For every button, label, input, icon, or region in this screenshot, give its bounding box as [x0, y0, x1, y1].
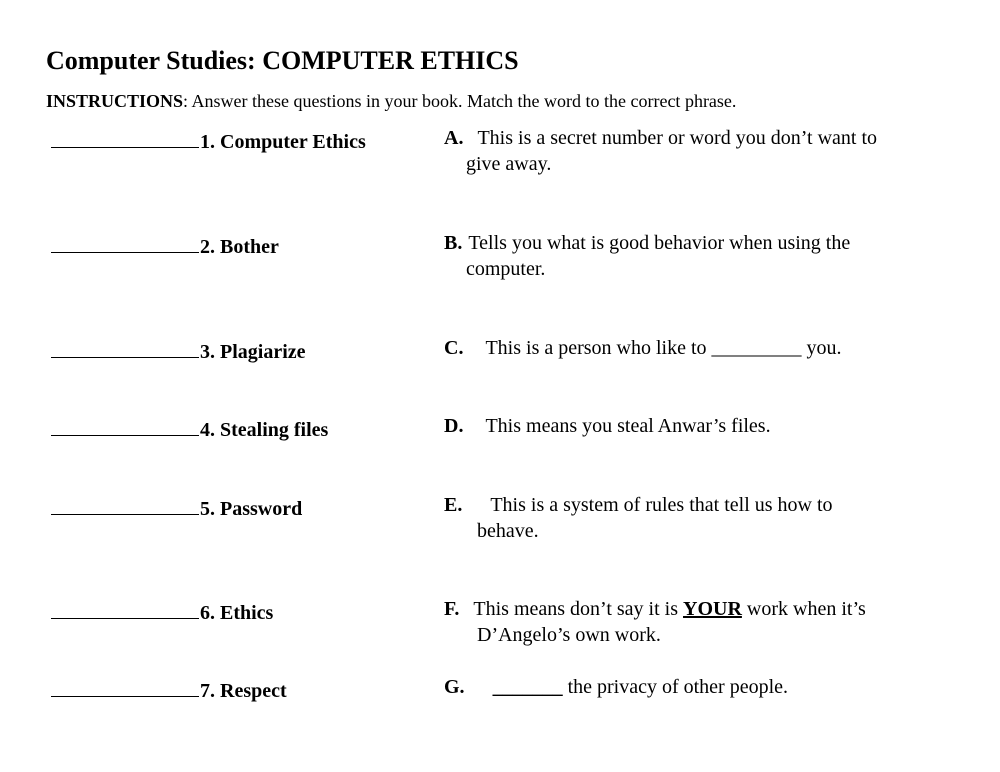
answer-text-end: work when it’s [746, 598, 866, 620]
answer-text-cont: computer. [466, 258, 546, 280]
answer-blank-2[interactable] [51, 231, 199, 253]
answer-text: This is a person who like to [485, 337, 707, 359]
question-label: 4. Stealing files [200, 419, 329, 441]
question-1 [51, 126, 366, 154]
answer-blank-7[interactable] [51, 675, 199, 697]
answer-text: This is a system of rules that tell us how to [490, 494, 833, 516]
answer-e [444, 492, 833, 544]
answer-blank-4[interactable] [51, 414, 199, 436]
question-2 [51, 231, 279, 259]
answer-letter: D. [444, 415, 464, 437]
question-5 [51, 493, 302, 521]
question-label: 3. Plagiarize [200, 341, 306, 363]
page-title: Computer Studies: COMPUTER ETHICS [46, 46, 519, 75]
question-3 [51, 336, 306, 364]
emphasis-your: YOUR [683, 598, 742, 620]
question-label: 2. Bother [200, 236, 279, 258]
answer-text: This means don’t say it is [473, 598, 679, 620]
answer-text: Tells you what is good behavior when using the [468, 232, 851, 254]
answer-blank-1[interactable] [51, 126, 199, 148]
answer-text-cont: D’Angelo’s own work. [477, 624, 661, 646]
answer-letter: G. [444, 676, 465, 698]
answer-letter: F. [444, 598, 460, 620]
instructions-text: : Answer these questions in your book. Match the word to the correct phrase. [183, 91, 737, 111]
answer-c [444, 335, 842, 361]
answer-g [444, 674, 788, 700]
instructions [46, 91, 736, 112]
answer-b [444, 230, 850, 282]
question-6 [51, 597, 273, 625]
question-label: 6. Ethics [200, 602, 274, 624]
answer-text: This means you steal Anwar’s files. [485, 415, 771, 437]
answer-letter: B. [444, 232, 463, 254]
answer-text: This is a secret number or word you don’t want to [477, 127, 878, 149]
question-label: 1. Computer Ethics [200, 131, 366, 153]
answer-letter: A. [444, 127, 464, 149]
answer-blank-5[interactable] [51, 493, 199, 515]
question-4 [51, 414, 328, 442]
answer-text-cont: give away. [466, 153, 552, 175]
answer-letter: C. [444, 337, 464, 359]
fill-blank: _______ [492, 676, 563, 698]
answer-f [444, 596, 866, 648]
answer-text-end: you. [806, 337, 842, 359]
question-label: 5. Password [200, 498, 303, 520]
question-7 [51, 675, 287, 703]
answer-a [444, 125, 877, 177]
answer-blank-3[interactable] [51, 336, 199, 358]
answer-letter: E. [444, 494, 463, 516]
answer-blank-6[interactable] [51, 597, 199, 619]
fill-blank: _________ [711, 337, 802, 359]
answer-text: the privacy of other people. [567, 676, 789, 698]
answer-d [444, 413, 771, 439]
question-label: 7. Respect [200, 680, 287, 702]
instructions-label: INSTRUCTIONS [46, 91, 184, 111]
answer-text-cont: behave. [477, 520, 539, 542]
